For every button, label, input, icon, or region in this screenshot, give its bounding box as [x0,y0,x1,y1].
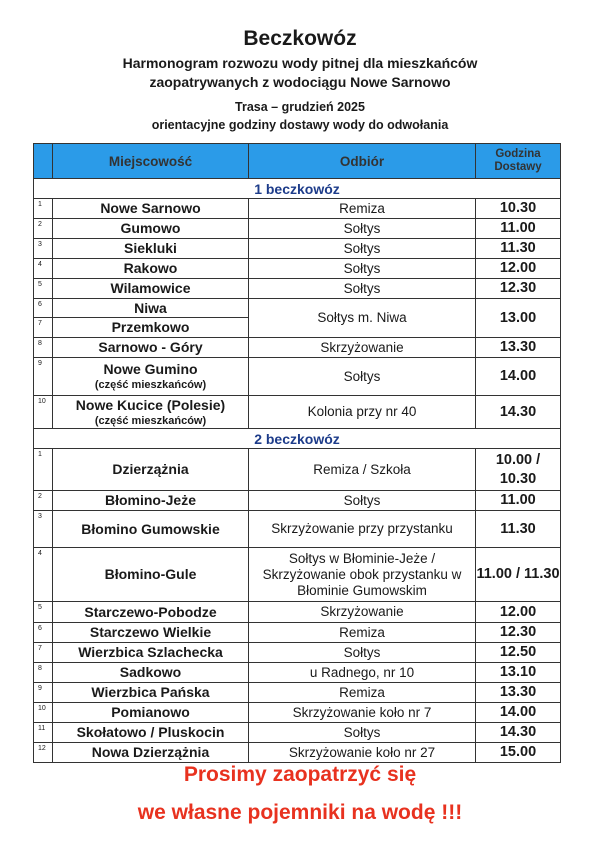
place-name [53,199,249,219]
delivery-time: 12.00 [476,259,561,279]
place-name [53,511,249,548]
pickup-point: Sołtys [249,643,476,663]
document-title: Beczkowóz [243,27,357,50]
table-row [34,703,561,723]
place-note: (część mieszkańców) [94,414,207,427]
table-row [34,602,561,623]
section-label: 1 beczkowóz [34,179,561,199]
table-row [34,491,561,511]
pickup-point: Sołtys [249,358,476,396]
table-row [34,511,561,548]
place-name [53,449,249,491]
pickup-point: Skrzyżowanie przy przystanku [249,511,476,548]
table-row [34,623,561,643]
subtitle-line-1: Harmonogram rozwozu wody pitnej dla mieszkańców [122,55,478,71]
pickup-point: Sołtys w Błominie-Jeże / Skrzyżowanie obok przystanku w Błominie Gumowskim [249,548,476,602]
delivery-time: 13.00 [476,299,561,338]
row-number: 4 [34,548,53,602]
place-name [53,338,249,358]
row-number: 9 [34,358,53,396]
pickup-point: Skrzyżowanie koło nr 27 [249,743,476,763]
pickup-point: Sołtys [249,279,476,299]
section-row [34,429,561,449]
place-name [53,683,249,703]
place-label: Nowe Gumino [103,361,198,377]
place-name [53,703,249,723]
delivery-time: 12.30 [476,623,561,643]
row-number: 11 [34,723,53,743]
section-label: 2 beczkowóz [34,429,561,449]
delivery-time: 10.30 [476,199,561,219]
table-row [34,396,561,429]
pickup-point: u Radnego, nr 10 [249,663,476,683]
table-row [34,743,561,763]
section-row [34,179,561,199]
place-name [53,239,249,259]
place-label: Starczewo-Pobodze [84,603,217,620]
row-number: 5 [34,602,53,623]
footer-line-1: Prosimy zaopatrzyć się [183,763,417,786]
row-number: 9 [34,683,53,703]
place-name [53,396,249,429]
place-label: Nowe Kucice (Polesie) [75,396,226,413]
place-name [53,279,249,299]
place-label: Niwa [134,299,167,316]
place-label: Nowe Sarnowo [100,200,201,216]
place-name [53,663,249,683]
delivery-time: 14.30 [476,723,561,743]
header-number [34,144,53,179]
place-label: Starczewo Wielkie [89,624,212,640]
row-number: 1 [34,449,53,491]
header-time: Godzina Dostawy [476,144,561,179]
pickup-point: Sołtys m. Niwa [249,299,476,338]
table-row [34,338,561,358]
place-name [53,743,249,763]
row-number: 10 [34,396,53,429]
header-pickup: Odbiór [249,144,476,179]
place-name [53,548,249,602]
row-number: 2 [34,491,53,511]
route-label: Trasa – grudzień 2025 [235,100,365,114]
place-name [53,491,249,511]
place-label: Skołatowo / Pluskocin [76,724,225,740]
place-label: Sarnowo - Góry [98,339,203,355]
row-number: 8 [34,338,53,358]
row-number: 1 [34,199,53,219]
place-label: Dzierzążnia [112,461,189,477]
table-row [34,259,561,279]
place-note: (część mieszkańców) [94,379,207,391]
pickup-point: Sołtys [249,239,476,259]
pickup-point: Skrzyżowanie koło nr 7 [249,703,476,723]
delivery-time: 12.30 [476,279,561,299]
delivery-time: 12.00 [476,602,561,623]
row-number: 5 [34,279,53,299]
place-name [53,259,249,279]
footer-line-2: we własne pojemniki na wodę !!! [137,801,463,824]
pickup-point: Skrzyżowanie [249,338,476,358]
delivery-time: 13.30 [476,683,561,703]
place-label: Siekluki [124,240,177,256]
pickup-point: Sołtys [249,491,476,511]
place-label: Błomino Gumowskie [81,520,220,537]
row-number: 6 [34,623,53,643]
table-row [34,663,561,683]
place-label: Wierzbica Pańska [91,684,210,700]
table-row [34,683,561,703]
delivery-time: 11.00 / 11.30 [476,548,561,602]
delivery-time: 11.30 [476,511,561,548]
place-label: Błomino-Jeże [104,492,196,508]
place-label: Błomino-Gule [104,566,197,582]
table-row [34,239,561,259]
schedule-table [33,143,561,763]
pickup-point: Skrzyżowanie [249,602,476,623]
row-number: 6 [34,299,53,318]
table-row [34,358,561,396]
table-row [34,299,561,318]
table-row [34,548,561,602]
place-name [53,219,249,239]
place-label: Przemkowo [111,319,190,335]
delivery-time: 15.00 [476,743,561,763]
place-label: Gumowo [120,220,181,236]
row-number: 4 [34,259,53,279]
row-number: 2 [34,219,53,239]
table-row [34,199,561,219]
row-number: 3 [34,511,53,548]
place-name [53,318,249,338]
pickup-point: Kolonia przy nr 40 [249,396,476,429]
place-name [53,299,249,318]
pickup-point: Remiza / Szkoła [249,449,476,491]
header-place: Miejscowość [53,144,249,179]
place-name [53,358,249,396]
table-row [34,279,561,299]
table-row [34,643,561,663]
place-name [53,623,249,643]
delivery-time: 10.00 / 10.30 [476,449,561,491]
table-row [34,219,561,239]
row-number: 7 [34,643,53,663]
pickup-point: Remiza [249,683,476,703]
place-name [53,723,249,743]
schedule-note: orientacyjne godziny dostawy wody do odwołania [151,118,449,132]
pickup-point: Remiza [249,199,476,219]
place-label: Sadkowo [119,664,182,680]
delivery-time: 14.00 [476,358,561,396]
place-name [53,602,249,623]
place-label: Rakowo [123,260,178,276]
place-label: Nowa Dzierzążnia [91,744,210,760]
row-number: 7 [34,318,53,338]
place-label: Wilamowice [110,280,191,296]
pickup-point: Remiza [249,623,476,643]
table-row [34,723,561,743]
place-label: Wierzbica Szlachecka [78,644,223,660]
pickup-point: Sołtys [249,219,476,239]
row-number: 12 [34,743,53,763]
delivery-time: 11.00 [476,219,561,239]
delivery-time: 13.30 [476,338,561,358]
delivery-time: 14.00 [476,703,561,723]
delivery-time: 13.10 [476,663,561,683]
delivery-time: 11.30 [476,239,561,259]
subtitle-line-2: zaopatrywanych z wodociągu Nowe Sarnowo [149,74,451,90]
row-number: 8 [34,663,53,683]
table-header-row [34,144,561,179]
row-number: 10 [34,703,53,723]
pickup-point: Sołtys [249,259,476,279]
pickup-point: Sołtys [249,723,476,743]
row-number: 3 [34,239,53,259]
delivery-time: 11.00 [476,491,561,511]
place-name [53,643,249,663]
table-row [34,449,561,491]
delivery-time: 14.30 [476,396,561,429]
place-label: Pomianowo [111,704,190,720]
delivery-time: 12.50 [476,643,561,663]
